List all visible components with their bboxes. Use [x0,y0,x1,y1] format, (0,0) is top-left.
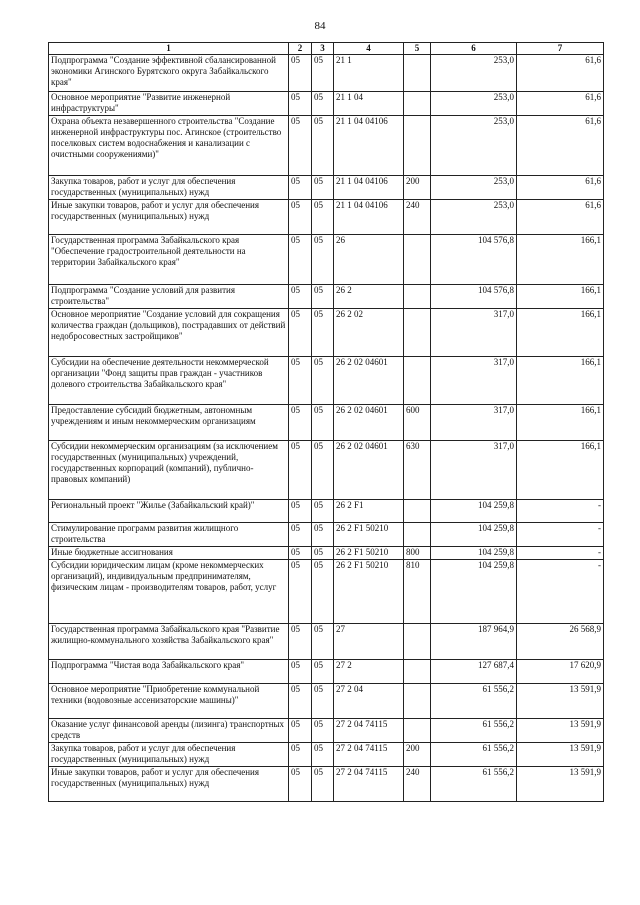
row-amount-cell: 61 556,2 [431,767,517,802]
table-row [49,116,604,176]
table-row [49,719,604,743]
row-amount-cell: 61 556,2 [431,743,517,767]
row-target-code-cell: 27 2 04 74115 [334,719,404,743]
row-subsection-cell: 05 [312,547,334,560]
table-row [49,235,604,285]
row-section-cell: 05 [289,176,312,200]
row-executed-cell: 166,1 [517,285,604,309]
row-expense-type-cell [404,235,431,285]
row-amount-cell: 317,0 [431,309,517,357]
table-row [49,767,604,802]
row-subsection-cell: 05 [312,523,334,547]
row-section-cell: 05 [289,55,312,92]
row-name-cell: Стимулирование программ развития жилищного строительства [49,523,289,547]
row-subsection-cell: 05 [312,743,334,767]
row-section-cell: 05 [289,92,312,116]
row-executed-cell: 61,6 [517,176,604,200]
column-header: 4 [334,43,404,55]
row-name-cell: Подпрограмма "Чистая вода Забайкальского края" [49,660,289,684]
row-target-code-cell: 26 2 02 04601 [334,357,404,405]
row-subsection-cell: 05 [312,55,334,92]
row-amount-cell: 104 576,8 [431,235,517,285]
row-executed-cell: 61,6 [517,116,604,176]
table-row [49,523,604,547]
row-name-cell: Государственная программа Забайкальского края "Развитие жилищно-коммунального хозяйства Забайкальского края" [49,624,289,660]
row-target-code-cell: 27 [334,624,404,660]
row-subsection-cell: 05 [312,92,334,116]
row-target-code-cell: 26 2 F1 [334,500,404,523]
row-expense-type-cell: 810 [404,560,431,624]
row-target-code-cell: 21 1 04 [334,92,404,116]
row-expense-type-cell [404,55,431,92]
table-row [49,547,604,560]
row-name-cell: Государственная программа Забайкальского края "Обеспечение градостроительной деятельности на территории Забайкальского края" [49,235,289,285]
row-amount-cell: 317,0 [431,357,517,405]
page-number: 84 [314,20,326,32]
row-amount-cell: 61 556,2 [431,684,517,719]
row-executed-cell: - [517,500,604,523]
row-expense-type-cell [404,624,431,660]
row-section-cell: 05 [289,116,312,176]
table-row [49,309,604,357]
row-amount-cell: 253,0 [431,92,517,116]
table-row [49,55,604,92]
row-name-cell: Иные бюджетные ассигнования [49,547,289,560]
row-subsection-cell: 05 [312,285,334,309]
row-expense-type-cell [404,523,431,547]
row-expense-type-cell [404,92,431,116]
row-target-code-cell: 21 1 04 04106 [334,116,404,176]
table-row [49,405,604,441]
row-section-cell: 05 [289,684,312,719]
row-amount-cell: 104 259,8 [431,523,517,547]
row-target-code-cell: 27 2 04 74115 [334,767,404,802]
row-amount-cell: 253,0 [431,55,517,92]
column-header: 7 [517,43,604,55]
row-executed-cell: 61,6 [517,55,604,92]
column-header: 5 [404,43,431,55]
row-executed-cell: 13 591,9 [517,719,604,743]
row-section-cell: 05 [289,624,312,660]
row-target-code-cell: 26 [334,235,404,285]
budget-table [48,42,604,802]
column-header: 1 [49,43,289,55]
row-section-cell: 05 [289,357,312,405]
row-expense-type-cell: 800 [404,547,431,560]
row-name-cell: Закупка товаров, работ и услуг для обеспечения государственных (муниципальных) нужд [49,176,289,200]
row-target-code-cell: 26 2 F1 50210 [334,523,404,547]
row-amount-cell: 253,0 [431,116,517,176]
row-name-cell: Основное мероприятие "Приобретение коммунальной техники (водовозные ассенизаторские машины)" [49,684,289,719]
table-row [49,357,604,405]
row-name-cell: Основное мероприятие "Создание условий для сокращения количества граждан (дольщиков), пострадавших от действий недобросовестных застройщиков" [49,309,289,357]
row-subsection-cell: 05 [312,767,334,802]
table-row [49,560,604,624]
row-subsection-cell: 05 [312,624,334,660]
row-section-cell: 05 [289,523,312,547]
row-target-code-cell: 26 2 [334,285,404,309]
row-subsection-cell: 05 [312,176,334,200]
row-executed-cell: 166,1 [517,441,604,500]
row-subsection-cell: 05 [312,500,334,523]
table-row [49,500,604,523]
row-target-code-cell: 21 1 04 04106 [334,200,404,235]
row-expense-type-cell [404,684,431,719]
row-subsection-cell: 05 [312,684,334,719]
row-expense-type-cell [404,285,431,309]
row-expense-type-cell [404,719,431,743]
row-executed-cell: - [517,523,604,547]
row-executed-cell: - [517,560,604,624]
row-subsection-cell: 05 [312,309,334,357]
row-target-code-cell: 26 2 02 04601 [334,441,404,500]
row-expense-type-cell [404,357,431,405]
table-row [49,624,604,660]
table-row [49,92,604,116]
row-section-cell: 05 [289,309,312,357]
row-subsection-cell: 05 [312,405,334,441]
row-subsection-cell: 05 [312,235,334,285]
row-subsection-cell: 05 [312,660,334,684]
row-name-cell: Оказание услуг финансовой аренды (лизинга) транспортных средств [49,719,289,743]
row-section-cell: 05 [289,500,312,523]
row-name-cell: Региональный проект "Жилье (Забайкальский край)" [49,500,289,523]
table-row [49,441,604,500]
row-target-code-cell: 26 2 02 04601 [334,405,404,441]
table-row [49,743,604,767]
row-expense-type-cell [404,116,431,176]
row-name-cell: Иные закупки товаров, работ и услуг для обеспечения государственных (муниципальных) нужд [49,200,289,235]
row-section-cell: 05 [289,743,312,767]
row-section-cell: 05 [289,441,312,500]
row-name-cell: Подпрограмма "Создание условий для развития строительства" [49,285,289,309]
row-name-cell: Основное мероприятие "Развитие инженерной инфраструктуры" [49,92,289,116]
row-name-cell: Субсидии на обеспечение деятельности некоммерческой организации "Фонд защиты прав граждан - участников долевого строительства Забайкальского края" [49,357,289,405]
row-expense-type-cell [404,660,431,684]
row-expense-type-cell: 630 [404,441,431,500]
row-section-cell: 05 [289,547,312,560]
table-row [49,684,604,719]
row-subsection-cell: 05 [312,719,334,743]
row-amount-cell: 104 259,8 [431,547,517,560]
row-expense-type-cell: 240 [404,200,431,235]
row-target-code-cell: 27 2 [334,660,404,684]
row-executed-cell: 13 591,9 [517,767,604,802]
row-executed-cell: 166,1 [517,357,604,405]
row-section-cell: 05 [289,235,312,285]
row-target-code-cell: 26 2 02 [334,309,404,357]
row-amount-cell: 104 259,8 [431,500,517,523]
row-target-code-cell: 21 1 04 04106 [334,176,404,200]
row-executed-cell: 166,1 [517,405,604,441]
row-executed-cell: - [517,547,604,560]
row-executed-cell: 17 620,9 [517,660,604,684]
row-executed-cell: 26 568,9 [517,624,604,660]
row-amount-cell: 104 259,8 [431,560,517,624]
row-section-cell: 05 [289,719,312,743]
row-target-code-cell: 26 2 F1 50210 [334,560,404,624]
row-expense-type-cell: 240 [404,767,431,802]
row-subsection-cell: 05 [312,357,334,405]
row-executed-cell: 13 591,9 [517,684,604,719]
row-subsection-cell: 05 [312,116,334,176]
row-subsection-cell: 05 [312,441,334,500]
row-expense-type-cell: 600 [404,405,431,441]
column-header: 3 [312,43,334,55]
table-header-row [49,43,604,55]
row-name-cell: Охрана объекта незавершенного строительства "Создание инженерной инфраструктуры пос. Агинское (строительство поселковых систем водоснабжения и канализации с очистными сооружениями)" [49,116,289,176]
row-expense-type-cell: 200 [404,176,431,200]
row-section-cell: 05 [289,767,312,802]
row-executed-cell: 13 591,9 [517,743,604,767]
row-amount-cell: 253,0 [431,176,517,200]
column-header: 2 [289,43,312,55]
row-name-cell: Закупка товаров, работ и услуг для обеспечения государственных (муниципальных) нужд [49,743,289,767]
row-amount-cell: 317,0 [431,405,517,441]
row-target-code-cell: 27 2 04 [334,684,404,719]
row-expense-type-cell [404,500,431,523]
row-name-cell: Предоставление субсидий бюджетным, автономным учреждениям и иным некоммерческим организациям [49,405,289,441]
row-section-cell: 05 [289,285,312,309]
row-name-cell: Субсидии некоммерческим организациям (за исключением государственных (муниципальных) учреждений, государственных корпораций (компаний), публично-правовых компаний) [49,441,289,500]
row-amount-cell: 317,0 [431,441,517,500]
row-section-cell: 05 [289,200,312,235]
table-row [49,285,604,309]
row-executed-cell: 61,6 [517,200,604,235]
row-section-cell: 05 [289,660,312,684]
row-executed-cell: 166,1 [517,235,604,285]
row-amount-cell: 104 576,8 [431,285,517,309]
row-subsection-cell: 05 [312,560,334,624]
row-subsection-cell: 05 [312,200,334,235]
row-name-cell: Иные закупки товаров, работ и услуг для обеспечения государственных (муниципальных) нужд [49,767,289,802]
row-target-code-cell: 26 2 F1 50210 [334,547,404,560]
row-amount-cell: 127 687,4 [431,660,517,684]
row-section-cell: 05 [289,405,312,441]
row-executed-cell: 61,6 [517,92,604,116]
row-section-cell: 05 [289,560,312,624]
row-target-code-cell: 21 1 [334,55,404,92]
row-amount-cell: 253,0 [431,200,517,235]
row-name-cell: Подпрограмма "Создание эффективной сбалансированной экономики Агинского Бурятского округа Забайкальского края" [49,55,289,92]
table-row [49,200,604,235]
table-row [49,660,604,684]
table-row [49,176,604,200]
column-header: 6 [431,43,517,55]
row-executed-cell: 166,1 [517,309,604,357]
row-name-cell: Субсидии юридическим лицам (кроме некоммерческих организаций), индивидуальным предпринимателям, физическим лицам - производителям товаров, работ, услуг [49,560,289,624]
row-amount-cell: 187 964,9 [431,624,517,660]
row-expense-type-cell [404,309,431,357]
row-target-code-cell: 27 2 04 74115 [334,743,404,767]
row-amount-cell: 61 556,2 [431,719,517,743]
row-expense-type-cell: 200 [404,743,431,767]
